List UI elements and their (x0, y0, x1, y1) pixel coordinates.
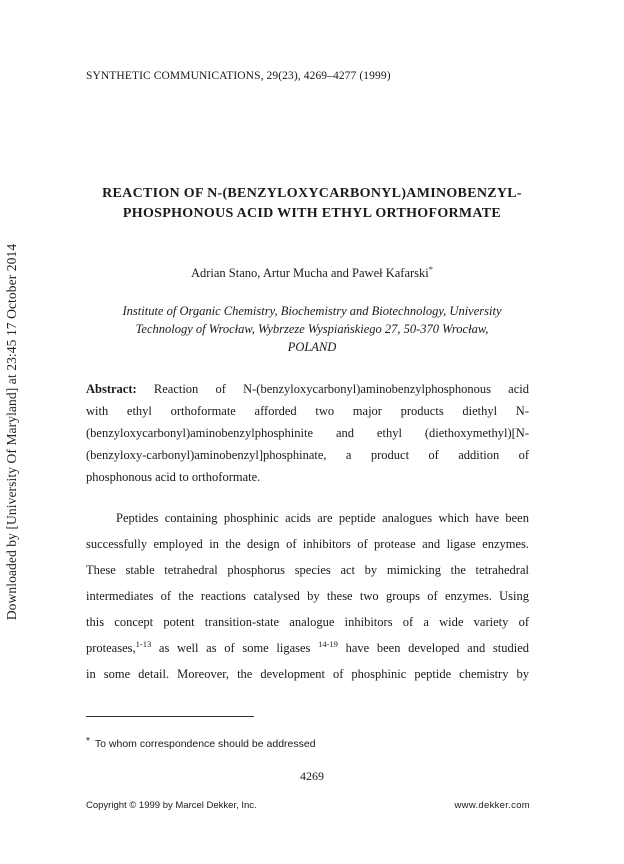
citation-ref-14-19: 14-19 (318, 639, 338, 649)
article-title-line-1: REACTION OF N-(BENZYLOXYCARBONYL)AMINOBENZYL- (102, 186, 522, 201)
body-line-6-part-b: as well as of some ligases (151, 641, 319, 655)
body-line-7: in some detail. Moreover, the development of phosphinic peptide chemistry by (86, 667, 529, 681)
abstract-line-5: phosphonous acid to orthoformate. (86, 470, 261, 484)
journal-header: SYNTHETIC COMMUNICATIONS, 29(23), 4269–4277 (1999) (86, 70, 391, 82)
abstract-line-3: (benzyloxycarbonyl)aminobenzylphosphinite and ethyl (diethoxymethyl)[N- (86, 426, 529, 440)
footnote-text: To whom correspondence should be addressed (94, 738, 316, 750)
abstract-text-1: Reaction of N-(benzyloxycarbonyl)aminobenzylphosphonous acid (136, 382, 529, 396)
download-watermark: Downloaded by [University Of Maryland] at 23:45 17 October 2014 (4, 243, 19, 621)
citation-ref-1-13: 1-13 (135, 639, 152, 649)
footnote-mark: * (86, 736, 90, 747)
corresponding-author-mark: * (428, 264, 434, 274)
body-line-5: this concept potent transition-state analogue inhibitors of a wide variety of (86, 615, 529, 629)
affiliation-line-3: POLAND (287, 340, 337, 354)
page-number: 4269 (300, 769, 324, 783)
body-line-1: Peptides containing phosphinic acids are peptide analogues which have been (116, 511, 529, 525)
affiliation-line-2: Technology of Wrocław, Wybrzeze Wyspiańskiego 27, 50-370 Wrocław, (135, 322, 489, 336)
abstract-line-2: with ethyl orthoformate afforded two major products diethyl N- (86, 404, 529, 418)
body-line-6 (86, 641, 529, 656)
author-list (60, 266, 564, 281)
author-names: Adrian Stano, Artur Mucha and Paweł Kafarski (190, 266, 429, 280)
body-line-4: intermediates of the reactions catalysed by these two groups of enzymes. Using (86, 589, 529, 603)
body-line-3: These stable tetrahedral phosphorus species act by mimicking the tetrahedral (86, 563, 529, 577)
footnote-divider (86, 716, 254, 717)
abstract-line-4: (benzyloxy-carbonyl)aminobenzyl]phosphinate, a product of addition of (86, 448, 529, 462)
copyright-notice: Copyright © 1999 by Marcel Dekker, Inc. (86, 800, 257, 811)
abstract-line-1 (86, 382, 529, 397)
body-line-2: successfully employed in the design of inhibitors of protease and ligase enzymes. (86, 537, 529, 551)
publisher-website: www.dekker.com (454, 800, 530, 811)
affiliation-line-1: Institute of Organic Chemistry, Biochemistry and Biotechnology, University (122, 304, 502, 318)
article-title-line-2: PHOSPHONOUS ACID WITH ETHYL ORTHOFORMATE (122, 206, 502, 221)
body-line-6-part-c: have been developed and studied (337, 641, 529, 655)
footnote (86, 736, 316, 750)
body-line-6-part-a: proteases, (86, 641, 136, 655)
abstract-label: Abstract: (86, 382, 137, 396)
